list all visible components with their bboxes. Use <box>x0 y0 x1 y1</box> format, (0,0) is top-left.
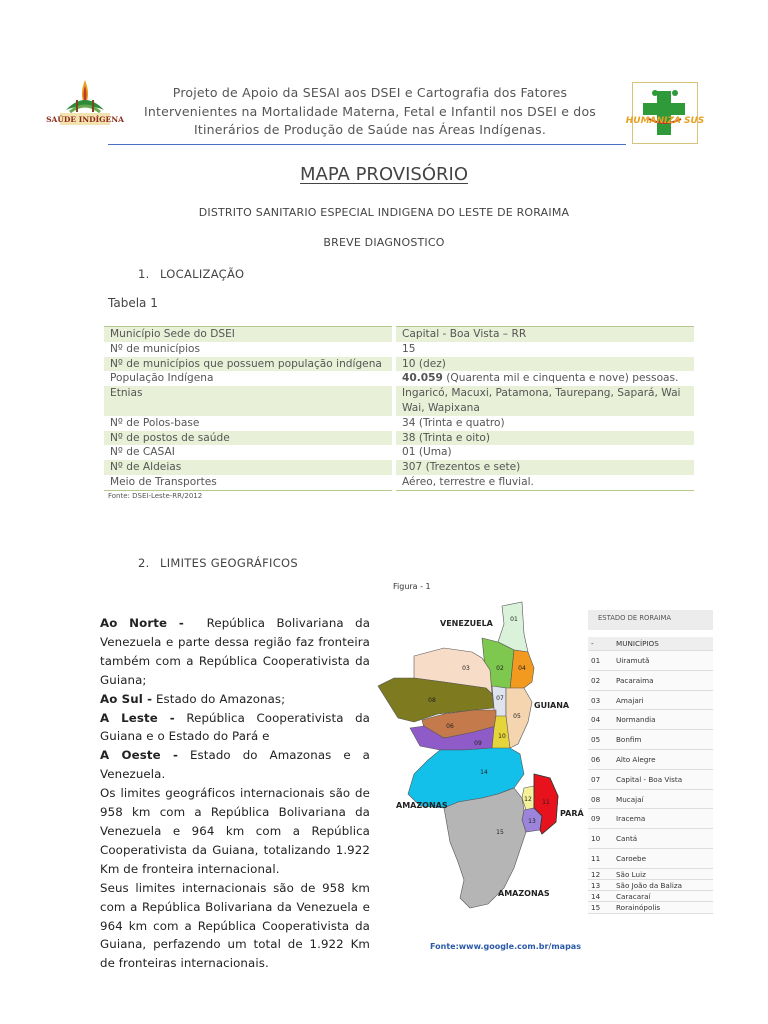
legend-row-municipality: São Luiz <box>616 869 646 879</box>
limits-description <box>100 614 370 973</box>
map-label-01: 01 <box>510 616 518 623</box>
left-logo-text: SAÚDE INDÍGENA <box>46 115 124 124</box>
north-label: Ao Norte - <box>100 616 184 630</box>
map-source: Fonte:www.google.com.br/mapas <box>430 942 581 951</box>
diagnostic-subtitle: BREVE DIAGNOSTICO <box>323 236 445 249</box>
legend-row-municipality: Caracaraí <box>616 892 651 902</box>
legend-row-number: 14 <box>591 892 601 902</box>
map-label-03: 03 <box>462 665 470 672</box>
section-label: LIMITES GEOGRÁFICOS <box>160 556 298 570</box>
map-label-02: 02 <box>496 665 504 672</box>
table-row <box>104 416 694 431</box>
legend-row <box>588 849 713 869</box>
legend-row-number: 01 <box>591 656 601 665</box>
legend-row <box>588 902 713 913</box>
section-label: LOCALIZAÇÃO <box>160 267 245 281</box>
legend-row-number: 11 <box>591 853 601 863</box>
east-label: A Leste - <box>100 710 175 725</box>
map-label-15: 15 <box>496 829 504 836</box>
table-cell-label: População Indígena <box>104 371 394 386</box>
table-row <box>104 327 694 342</box>
table-cell-value: Aéreo, terrestre e fluvial. <box>394 475 694 490</box>
map-label-amazonas-south: AMAZONAS <box>498 889 550 898</box>
map-label-amazonas-west: AMAZONAS <box>396 801 448 810</box>
table-row <box>104 460 694 475</box>
legend-row <box>588 829 713 849</box>
district-subtitle: DISTRITO SANITARIO ESPECIAL INDIGENA DO LESTE DE RORAIMA <box>198 206 570 219</box>
legend-row-municipality: Pacaraima <box>616 675 654 685</box>
table-cell-value: 15 <box>394 342 694 357</box>
right-logo-text: HUMANIZA SUS <box>625 116 705 126</box>
legend-row-municipality: Rorainópolis <box>616 903 661 913</box>
south-text: Estado do Amazonas; <box>155 691 286 706</box>
header-project-title <box>120 84 620 140</box>
table-cell-label: Nº de municípios que possuem população indígena <box>104 357 394 372</box>
legend-row-municipality: Mucajaí <box>616 794 644 804</box>
table-cell-value: 34 (Trinta e quatro) <box>394 416 694 431</box>
north-text: República Bolivariana da Venezuela e parte dessa região faz fronteira também com a República Cooperativista da Guiana; <box>100 616 371 687</box>
legend-row-municipality: Cantá <box>616 834 638 844</box>
legend-header-num: - <box>591 639 594 648</box>
map-label-venezuela: VENEZUELA <box>440 619 493 628</box>
table-cell-label: Nº de municípios <box>104 342 394 357</box>
legend-row-number: 07 <box>591 774 601 784</box>
table-cell-value: 307 (Trezentos e sete) <box>394 460 694 475</box>
table-cell-value: 10 (dez) <box>394 357 694 372</box>
legend-row-number: 06 <box>591 754 601 764</box>
table-cell-label: Nº de Aldeias <box>104 460 394 475</box>
legend-row <box>588 671 713 691</box>
legend-row <box>588 750 713 770</box>
legend-row <box>588 869 713 880</box>
legend-row <box>588 770 713 790</box>
legend-row-number: 04 <box>591 715 601 725</box>
table-row <box>104 475 694 490</box>
table-row <box>104 445 694 460</box>
table-cell-label: Município Sede do DSEI <box>104 327 394 342</box>
header-divider <box>108 144 626 145</box>
map-label-06: 06 <box>446 723 454 730</box>
table-row <box>104 431 694 446</box>
west-text: Estado do Amazonas e a Venezuela. <box>100 748 370 782</box>
section-number: 1. <box>138 267 150 281</box>
table-cell-value: Ingaricó, Macuxi, Patamona, Taurepang, Sapará, Wai Wai, Wapixana <box>394 386 694 416</box>
table-source: Fonte: DSEI-Leste-RR/2012 <box>108 492 203 500</box>
legend-row <box>588 651 713 671</box>
table-row <box>104 386 694 416</box>
legend-row-municipality: Bonfim <box>616 735 642 745</box>
figure-caption: Figura - 1 <box>393 582 431 591</box>
population-text: (Quarenta mil e cinquenta e nove) pessoas. <box>442 372 679 385</box>
table-cell-value <box>394 371 694 386</box>
humaniza-sus-logo <box>625 82 705 144</box>
east-text: República Cooperativista da Guiana e o Estado do Pará e <box>100 710 370 744</box>
section-limites <box>138 556 298 570</box>
west-label: A Oeste - <box>100 748 179 763</box>
header-line-2: Intervenientes na Mortalidade Materna, Fetal e Infantil nos DSEI e dos <box>143 103 597 119</box>
legend-row <box>588 710 713 730</box>
legend-row-number: 02 <box>591 675 601 685</box>
legend-row-municipality: Normandia <box>616 715 656 725</box>
south-label: Ao Sul - <box>100 691 153 706</box>
legend-row-municipality: Capital - Boa Vista <box>616 774 683 784</box>
map-label-para: PARÁ <box>560 809 584 818</box>
map-label-08: 08 <box>428 697 436 704</box>
table-cell-label: Nº de CASAI <box>104 445 394 460</box>
map-label-07: 07 <box>496 695 504 702</box>
legend-title: ESTADO DE RORAIMA <box>588 610 713 630</box>
map-label-09: 09 <box>474 740 482 747</box>
map-label-14: 14 <box>480 769 488 776</box>
legend-row-number: 03 <box>591 695 601 705</box>
table-row <box>104 357 694 372</box>
map-label-guiana: GUIANA <box>534 701 570 710</box>
legend-header-label: MUNICÍPIOS <box>616 639 659 648</box>
map-label-12: 12 <box>524 796 532 803</box>
legend-row-number: 10 <box>591 834 601 844</box>
municipalities-legend <box>588 610 713 914</box>
legend-row-number: 08 <box>591 794 601 804</box>
map-label-10: 10 <box>498 733 506 740</box>
table-cell-label: Nº de postos de saúde <box>104 431 394 446</box>
table-row <box>104 371 694 386</box>
table-cell-value: 01 (Uma) <box>394 445 694 460</box>
legend-row-number: 05 <box>591 735 601 745</box>
legend-row-municipality: Amajari <box>616 695 644 705</box>
table-cell-value: Capital - Boa Vista – RR <box>394 327 694 342</box>
table-cell-label: Etnias <box>104 386 394 416</box>
legend-row <box>588 730 713 750</box>
map-label-13: 13 <box>528 818 536 825</box>
map-label-05: 05 <box>513 713 521 720</box>
legend-row-municipality: Uiramutã <box>616 656 650 665</box>
legend-row <box>588 790 713 810</box>
page-title: MAPA PROVISÓRIO <box>300 164 468 185</box>
section-number: 2. <box>138 556 150 570</box>
legend-row-municipality: Caroebe <box>616 853 647 863</box>
legend-row-municipality: Iracema <box>616 814 646 824</box>
legend-row-municipality: São João da Baliza <box>616 880 683 890</box>
legend-row <box>588 691 713 711</box>
legend-row-number: 15 <box>591 903 601 913</box>
dsei-info-table <box>104 326 694 491</box>
legend-row-number: 12 <box>591 869 601 879</box>
limits-paragraph-2: Seus limites internacionais são de 958 km com a República Bolivariana da Venezuela e 964 km com a República Cooperativista da Guiana, perfazendo um total de 1.922 Km de fronteiras internacionais. <box>100 880 370 971</box>
section-localizacao <box>138 267 244 281</box>
legend-row <box>588 880 713 891</box>
limits-paragraph-1: Os limites geográficos internacionais são de 958 km com a República Bolivariana da Venezuela e 964 km com a República Cooperativista da Guiana, totalizando 1.922 Km de fronteira internacional. <box>100 786 370 876</box>
legend-row-number: 13 <box>591 880 601 890</box>
roraima-map <box>374 598 584 918</box>
legend-row-number: 09 <box>591 814 601 824</box>
map-label-04: 04 <box>518 665 526 672</box>
table-cell-label: Meio de Transportes <box>104 475 394 490</box>
legend-row <box>588 891 713 902</box>
map-label-11: 11 <box>542 799 550 806</box>
legend-header <box>588 637 713 651</box>
table-cell-value: 38 (Trinta e oito) <box>394 431 694 446</box>
legend-row <box>588 809 713 829</box>
legend-row-municipality: Alto Alegre <box>616 754 656 764</box>
population-number: 40.059 <box>402 372 443 385</box>
saude-indigena-logo <box>46 76 124 136</box>
table-row <box>104 342 694 357</box>
table-cell-label: Nº de Polos-base <box>104 416 394 431</box>
table-caption: Tabela 1 <box>108 296 158 310</box>
header-line-3: Itinerários de Produção de Saúde nas Áreas Indígenas. <box>194 122 546 137</box>
header-line-1: Projeto de Apoio da SESAI aos DSEI e Cartografia dos Fatores <box>172 85 568 100</box>
